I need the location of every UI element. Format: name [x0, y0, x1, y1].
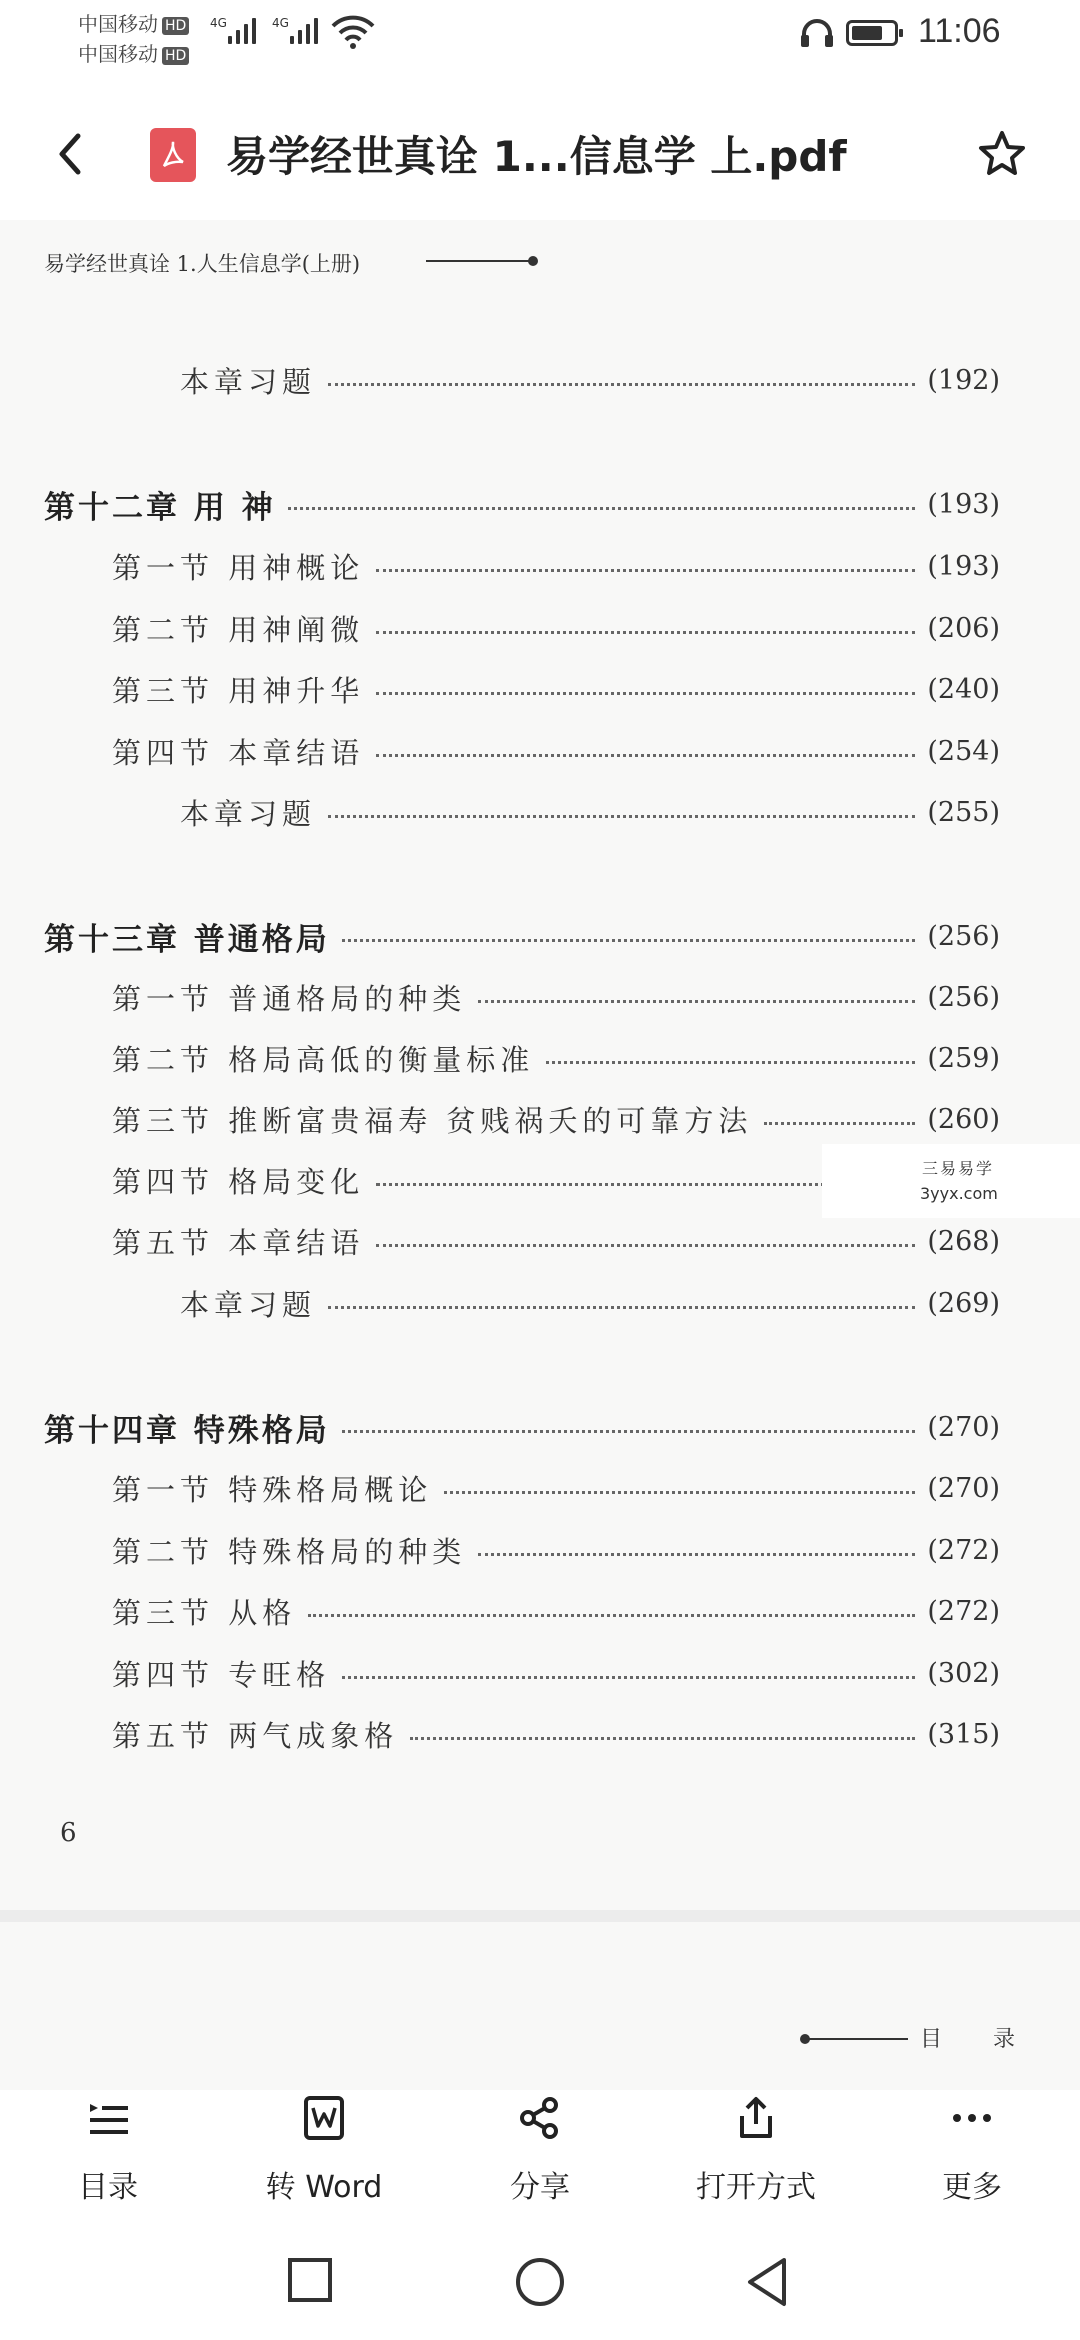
- recent-apps-icon[interactable]: [286, 2256, 334, 2304]
- share-icon: [518, 2096, 562, 2140]
- word-icon: [302, 2096, 346, 2140]
- toc-page: (255): [927, 796, 1000, 828]
- toc-label: 本章习题: [180, 796, 317, 831]
- toc-entry[interactable]: [112, 1036, 1000, 1080]
- toc-label: 第十三章 普通格局: [44, 921, 330, 958]
- next-page-header: 目 录: [920, 2027, 1037, 2052]
- toc-label: 第二节 特殊格局的种类: [112, 1534, 467, 1569]
- toc-page: (193): [927, 488, 1000, 520]
- toc-entry[interactable]: [180, 358, 1000, 402]
- toc-entry[interactable]: [112, 1466, 1000, 1510]
- toc-page: (256): [927, 981, 1000, 1013]
- pdf-icon: [150, 128, 196, 182]
- back-nav-icon[interactable]: [744, 2256, 792, 2308]
- network-type-2: 4G: [272, 16, 289, 30]
- toc-entry[interactable]: [112, 1589, 1000, 1633]
- headphone-icon: [800, 18, 834, 48]
- toc-page: (260): [927, 1103, 1000, 1135]
- header-rule: [426, 260, 530, 262]
- toolbar-share-button[interactable]: [440, 2090, 640, 2220]
- toc-label: 第三节 推断富贵福寿 贫贱祸夭的可靠方法: [112, 1103, 753, 1138]
- watermark-line-1: 三易易学: [922, 1159, 995, 1178]
- toc-entry[interactable]: [180, 1281, 1000, 1325]
- more-icon: [950, 2096, 994, 2140]
- hd-badge: HD: [162, 47, 189, 65]
- toc-label: 第二节 格局高低的衡量标准: [112, 1042, 535, 1077]
- watermark-line-2: 3yyx.com: [920, 1184, 998, 1203]
- toc-page: (272): [927, 1534, 1000, 1566]
- toolbar-open-with-button[interactable]: [656, 2090, 856, 2220]
- header-rule: [808, 2038, 908, 2040]
- toc-page: (272): [927, 1595, 1000, 1627]
- toc-entry[interactable]: [112, 1219, 1000, 1263]
- toc-label: 第四节 专旺格: [112, 1657, 331, 1692]
- toc-page: (256): [927, 920, 1000, 952]
- toc-label: 第五节 两气成象格: [112, 1718, 399, 1753]
- list-icon: [86, 2096, 130, 2140]
- carrier-1: 中国移动 HD: [78, 8, 189, 37]
- toc-page: (315): [927, 1718, 1000, 1750]
- toc-page: (193): [927, 550, 1000, 582]
- toc-entry[interactable]: [112, 1651, 1000, 1695]
- toolbar-label: 分享: [510, 2170, 570, 2205]
- signal-icon: [290, 16, 326, 44]
- toolbar-to-word-button[interactable]: [224, 2090, 424, 2220]
- page-number: 6: [60, 1818, 77, 1848]
- toc-page: (268): [927, 1225, 1000, 1257]
- toc-entry[interactable]: [112, 1097, 1000, 1141]
- star-icon[interactable]: [976, 128, 1028, 180]
- toc-page: (269): [927, 1287, 1000, 1319]
- toc-label: 第一节 普通格局的种类: [112, 981, 467, 1016]
- toc-page: (270): [927, 1411, 1000, 1443]
- bottom-toolbar: [0, 2090, 1080, 2220]
- toc-label: 第四节 格局变化: [112, 1164, 365, 1199]
- toolbar-label: 更多: [942, 2170, 1002, 2205]
- header-dot: [528, 256, 538, 266]
- toc-entry[interactable]: [180, 790, 1000, 834]
- watermark: [822, 1144, 1080, 1218]
- signal-icon: [228, 16, 264, 44]
- hd-badge: HD: [162, 17, 189, 35]
- toc-entry[interactable]: [112, 975, 1000, 1019]
- toc-chapter[interactable]: [44, 914, 1000, 958]
- toc-entry[interactable]: [112, 1712, 1000, 1756]
- toc-entry[interactable]: [112, 729, 1000, 773]
- toc-page: (192): [927, 364, 1000, 396]
- toolbar-more-button[interactable]: [872, 2090, 1072, 2220]
- toc-label: 第一节 用神概论: [112, 550, 365, 585]
- carrier-2: 中国移动 HD: [78, 38, 189, 67]
- next-pdf-page[interactable]: [0, 1922, 1080, 2102]
- back-icon[interactable]: [50, 128, 90, 180]
- toc-label: 本章习题: [180, 364, 317, 399]
- open-with-icon: [734, 2096, 778, 2140]
- toc-entry[interactable]: [112, 667, 1000, 711]
- toolbar-label: 打开方式: [696, 2170, 816, 2205]
- pdf-page[interactable]: [0, 220, 1080, 1910]
- toc-entry[interactable]: [112, 1528, 1000, 1572]
- toc-label: 第三节 从格: [112, 1595, 297, 1630]
- network-type-1: 4G: [210, 16, 227, 30]
- toc-page: (302): [927, 1657, 1000, 1689]
- toc-label: 第四节 本章结语: [112, 735, 365, 770]
- toc-page: (240): [927, 673, 1000, 705]
- navigation-bar: [0, 2240, 1080, 2340]
- toc-page: (206): [927, 612, 1000, 644]
- status-bar: [0, 0, 1080, 80]
- toc-entry[interactable]: [112, 606, 1000, 650]
- clock: 11:06: [918, 12, 1001, 50]
- toc-label: 第五节 本章结语: [112, 1225, 365, 1260]
- toc-page: (254): [927, 735, 1000, 767]
- toc-label: 第一节 特殊格局概论: [112, 1472, 433, 1507]
- home-icon[interactable]: [514, 2256, 566, 2308]
- toc-entry[interactable]: [112, 544, 1000, 588]
- toc-label: 第十二章 用 神: [44, 489, 276, 526]
- document-title: 易学经世真诠 1...信息学 上.pdf: [226, 132, 847, 181]
- toolbar-contents-button[interactable]: [8, 2090, 208, 2220]
- toc-chapter[interactable]: [44, 482, 1000, 526]
- battery-icon: [846, 20, 898, 46]
- wifi-icon: [330, 14, 376, 50]
- toolbar-label: 转 Word: [265, 2170, 383, 2205]
- page-separator: [0, 1910, 1080, 1922]
- running-header: 易学经世真诠 1.人生信息学(上册): [44, 252, 361, 276]
- toc-page: (259): [927, 1042, 1000, 1074]
- toc-label: 第三节 用神升华: [112, 673, 365, 708]
- toolbar-label: 目录: [78, 2170, 138, 2205]
- title-bar: [0, 100, 1080, 210]
- toc-label: 本章习题: [180, 1287, 317, 1322]
- toc-page: (270): [927, 1472, 1000, 1504]
- toc-label: 第二节 用神阐微: [112, 612, 365, 647]
- toc-label: 第十四章 特殊格局: [44, 1412, 330, 1449]
- toc-chapter[interactable]: [44, 1405, 1000, 1449]
